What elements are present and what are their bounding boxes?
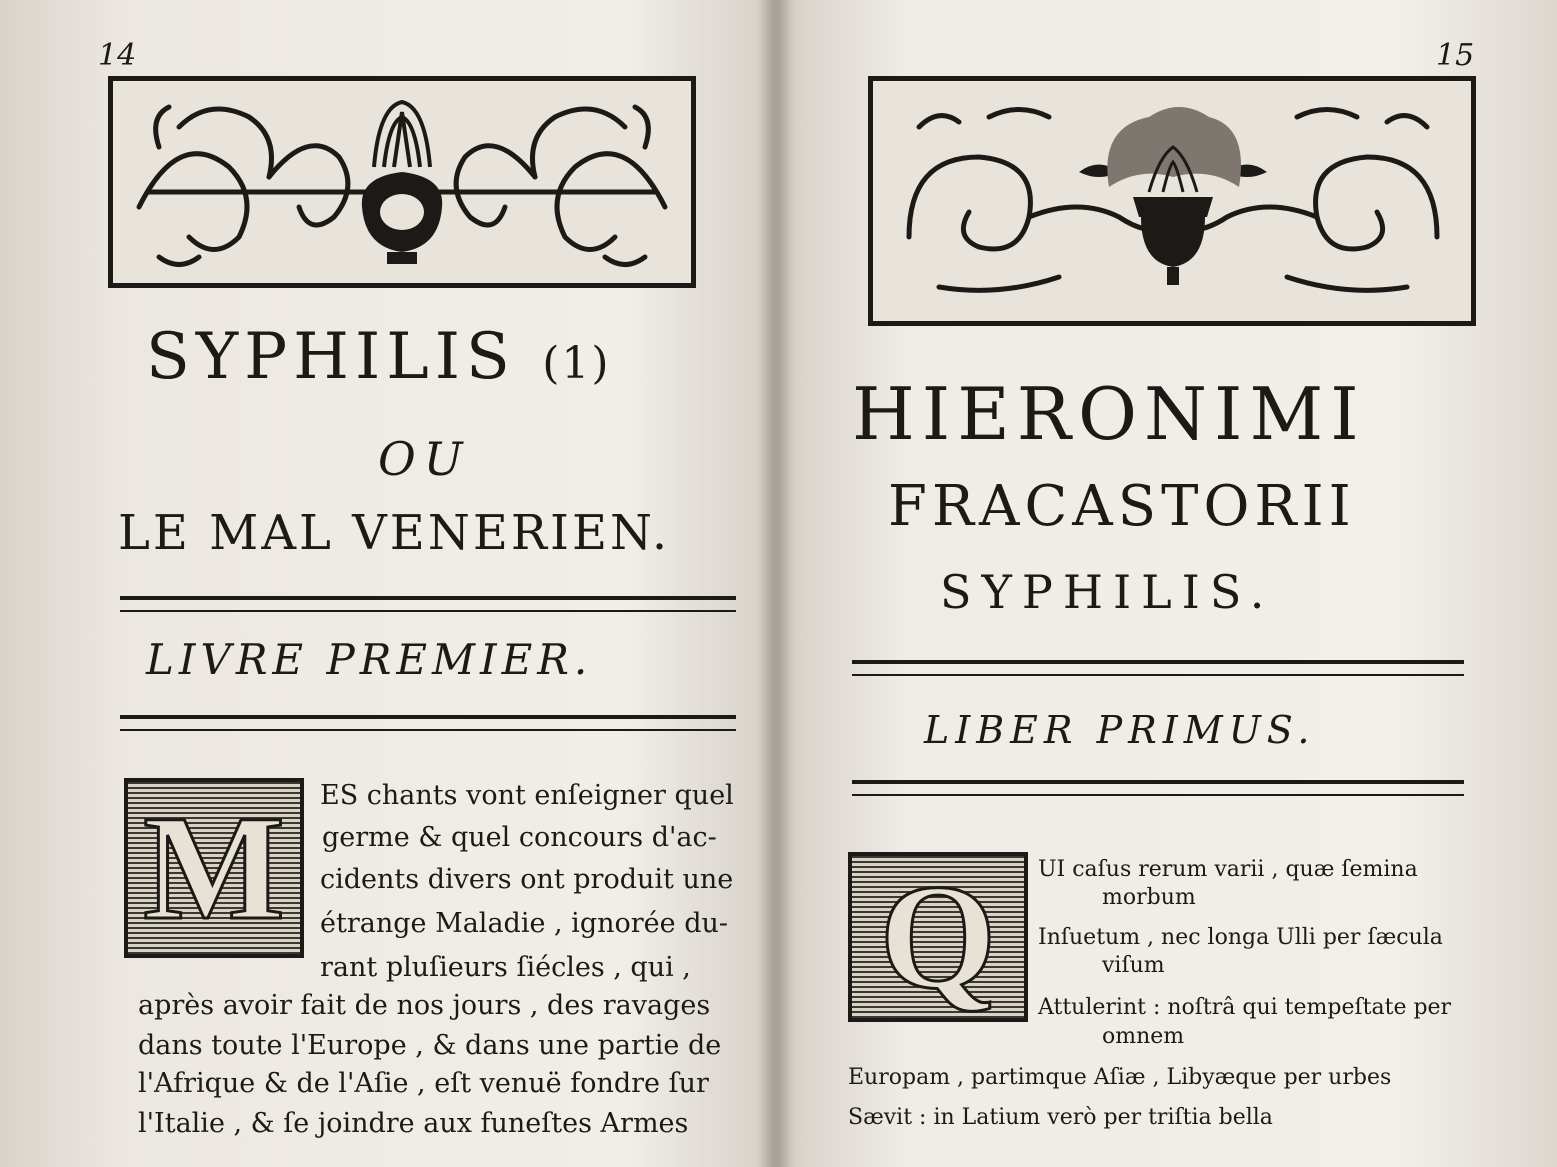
text-line: Europam , partimque Aſiæ , Libyæque per urbes (848, 1065, 1392, 1090)
right-title-line-1: HIERONIMI (852, 372, 1366, 456)
drop-cap-letter: M (143, 785, 285, 951)
urn-scroll-ornament-icon (879, 87, 1467, 315)
vase-scroll-ornament-icon (119, 87, 685, 277)
left-double-rule-bottom (120, 715, 736, 735)
left-page-number: 14 (98, 38, 137, 73)
text-line: dans toute l'Europe , & dans une partie de (138, 1030, 722, 1061)
left-title-text: SYPHILIS (146, 320, 516, 394)
left-title (146, 320, 611, 394)
text-line: après avoir fait de nos jours , des ravages (138, 990, 711, 1021)
right-double-rule-bottom (852, 780, 1464, 800)
text-line: morbum (1102, 885, 1196, 910)
right-page (790, 0, 1557, 1167)
drop-cap-q (848, 852, 1028, 1022)
right-page-number: 15 (1436, 38, 1475, 73)
right-title-line-2: FRACASTORII (888, 474, 1356, 539)
text-line: germe & quel concours d'ac- (322, 822, 717, 853)
drop-cap-m (124, 778, 304, 958)
text-line: UI caſus rerum varii , quæ ſemina (1038, 857, 1418, 882)
text-line: omnem (1102, 1024, 1185, 1049)
right-headpiece-ornament (868, 76, 1476, 326)
text-line: rant pluſieurs ſiécles , qui , (320, 952, 691, 983)
text-line: étrange Maladie , ignorée du- (320, 908, 728, 939)
left-headpiece-ornament (108, 76, 696, 288)
text-line: Attulerint : noſtrâ qui tempeſtate per (1038, 995, 1452, 1020)
text-line: viſum (1102, 953, 1165, 978)
left-page (0, 0, 770, 1167)
text-line: Sævit : in Latium verò per triſtia bella (848, 1105, 1273, 1130)
text-line: l'Italie , & ſe joindre aux funeſtes Armes (138, 1108, 689, 1139)
left-subtitle-ou: OU (378, 432, 471, 486)
right-book-title: LIBER PRIMUS. (924, 708, 1316, 752)
left-subtitle: LE MAL VENERIEN. (118, 505, 671, 561)
text-line: Inſuetum , nec longa Ulli per ſæcula (1038, 925, 1443, 950)
footnote-reference: (1) (542, 338, 611, 389)
drop-cap-letter: Q (879, 854, 997, 1020)
text-line: l'Afrique & de l'Aſie , eſt venuë fondre ſur (138, 1068, 709, 1099)
right-double-rule-top (852, 660, 1464, 680)
text-line: ES chants vont enſeigner quel (320, 780, 734, 811)
right-title-line-3: SYPHILIS. (940, 565, 1275, 619)
left-book-title: LIVRE PREMIER. (146, 635, 593, 684)
left-double-rule-top (120, 596, 736, 616)
text-line: cidents divers ont produit une (320, 864, 734, 895)
